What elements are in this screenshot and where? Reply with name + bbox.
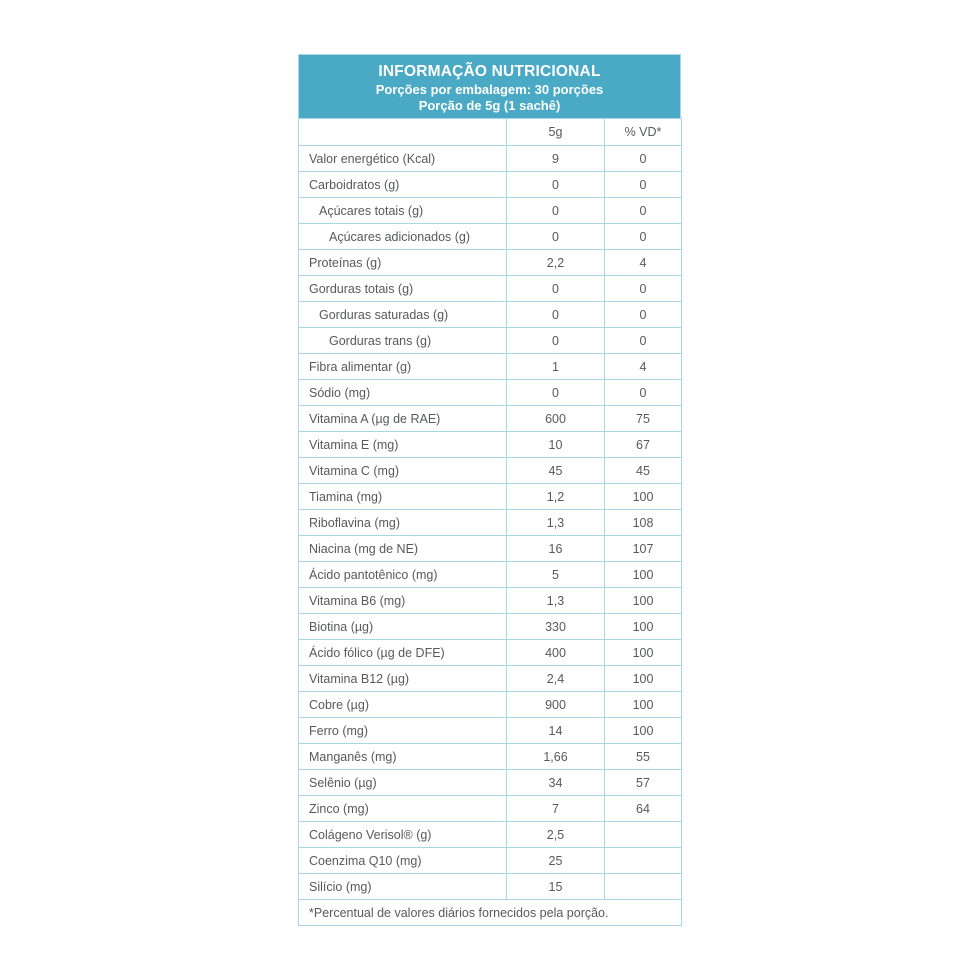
table-row	[299, 874, 682, 900]
dv-value: 4	[605, 250, 682, 276]
table-row	[299, 796, 682, 822]
amount-value: 10	[507, 432, 605, 458]
column-header-nutrient	[299, 119, 507, 146]
dv-value: 64	[605, 796, 682, 822]
dv-value: 100	[605, 666, 682, 692]
table-header	[298, 54, 681, 118]
nutrient-label: Tiamina (mg)	[299, 484, 507, 510]
table-row	[299, 250, 682, 276]
table-row	[299, 744, 682, 770]
dv-value: 100	[605, 640, 682, 666]
nutrient-label: Colágeno Verisol® (g)	[299, 822, 507, 848]
dv-value: 0	[605, 224, 682, 250]
amount-value: 0	[507, 198, 605, 224]
nutrient-label: Biotina (µg)	[299, 614, 507, 640]
dv-value: 100	[605, 484, 682, 510]
amount-value: 15	[507, 874, 605, 900]
nutrient-label: Niacina (mg de NE)	[299, 536, 507, 562]
dv-value: 100	[605, 588, 682, 614]
dv-value	[605, 848, 682, 874]
nutrient-label: Gorduras saturadas (g)	[299, 302, 507, 328]
nutrition-table	[298, 54, 681, 926]
nutrient-rows	[299, 146, 682, 900]
table-row	[299, 848, 682, 874]
table-row	[299, 380, 682, 406]
nutrient-label: Vitamina B12 (µg)	[299, 666, 507, 692]
dv-value: 0	[605, 146, 682, 172]
nutrient-label: Açúcares totais (g)	[299, 198, 507, 224]
amount-value: 0	[507, 224, 605, 250]
table-row	[299, 302, 682, 328]
nutrient-label: Selênio (µg)	[299, 770, 507, 796]
nutrient-label: Riboflavina (mg)	[299, 510, 507, 536]
amount-value: 14	[507, 718, 605, 744]
nutrient-label: Silício (mg)	[299, 874, 507, 900]
table-row	[299, 406, 682, 432]
footnote-row	[299, 900, 682, 926]
dv-value	[605, 822, 682, 848]
table-row	[299, 198, 682, 224]
table-row	[299, 666, 682, 692]
table-row	[299, 562, 682, 588]
amount-value: 25	[507, 848, 605, 874]
nutrient-label: Gorduras trans (g)	[299, 328, 507, 354]
column-header-dv: % VD*	[605, 119, 682, 146]
dv-value: 0	[605, 276, 682, 302]
amount-value: 600	[507, 406, 605, 432]
nutrient-label: Zinco (mg)	[299, 796, 507, 822]
amount-value: 5	[507, 562, 605, 588]
amount-value: 900	[507, 692, 605, 718]
amount-value: 1,3	[507, 588, 605, 614]
nutrient-label: Ácido fólico (µg de DFE)	[299, 640, 507, 666]
amount-value: 400	[507, 640, 605, 666]
nutrient-label: Vitamina C (mg)	[299, 458, 507, 484]
dv-value: 0	[605, 198, 682, 224]
table-row	[299, 692, 682, 718]
dv-value: 0	[605, 328, 682, 354]
table-row	[299, 718, 682, 744]
table-row	[299, 588, 682, 614]
amount-value: 2,2	[507, 250, 605, 276]
dv-value: 100	[605, 718, 682, 744]
dv-value: 0	[605, 302, 682, 328]
amount-value: 16	[507, 536, 605, 562]
table-row	[299, 822, 682, 848]
dv-value: 107	[605, 536, 682, 562]
nutrient-label: Manganês (mg)	[299, 744, 507, 770]
nutrient-label: Sódio (mg)	[299, 380, 507, 406]
nutrient-label: Vitamina B6 (mg)	[299, 588, 507, 614]
table-row	[299, 510, 682, 536]
dv-value: 0	[605, 172, 682, 198]
nutrient-label: Vitamina E (mg)	[299, 432, 507, 458]
nutrient-label: Carboidratos (g)	[299, 172, 507, 198]
amount-value: 330	[507, 614, 605, 640]
nutrient-label: Ferro (mg)	[299, 718, 507, 744]
amount-value: 0	[507, 172, 605, 198]
amount-value: 1,3	[507, 510, 605, 536]
amount-value: 1	[507, 354, 605, 380]
table-row	[299, 458, 682, 484]
amount-value: 0	[507, 302, 605, 328]
nutrient-label: Ácido pantotênico (mg)	[299, 562, 507, 588]
dv-value: 100	[605, 692, 682, 718]
servings-per-package: Porções por embalagem: 30 porções	[375, 81, 604, 97]
dv-value: 4	[605, 354, 682, 380]
nutrient-label: Proteínas (g)	[299, 250, 507, 276]
nutrient-label: Coenzima Q10 (mg)	[299, 848, 507, 874]
table-row	[299, 432, 682, 458]
column-header-row	[299, 119, 682, 146]
dv-value: 100	[605, 614, 682, 640]
nutrition-grid	[298, 118, 682, 926]
dv-value: 100	[605, 562, 682, 588]
dv-value: 67	[605, 432, 682, 458]
nutrient-label: Açúcares adicionados (g)	[299, 224, 507, 250]
table-row	[299, 328, 682, 354]
footnote: *Percentual de valores diários fornecidos pela porção.	[299, 900, 682, 926]
dv-value: 0	[605, 380, 682, 406]
amount-value: 34	[507, 770, 605, 796]
table-title: INFORMAÇÃO NUTRICIONAL	[378, 62, 601, 80]
dv-value: 55	[605, 744, 682, 770]
table-row	[299, 354, 682, 380]
dv-value: 57	[605, 770, 682, 796]
table-row	[299, 536, 682, 562]
nutrient-label: Gorduras totais (g)	[299, 276, 507, 302]
nutrient-label: Valor energético (Kcal)	[299, 146, 507, 172]
nutrient-label: Cobre (µg)	[299, 692, 507, 718]
table-row	[299, 640, 682, 666]
table-row	[299, 146, 682, 172]
amount-value: 9	[507, 146, 605, 172]
nutrient-label: Vitamina A (µg de RAE)	[299, 406, 507, 432]
amount-value: 0	[507, 276, 605, 302]
table-row	[299, 614, 682, 640]
amount-value: 1,2	[507, 484, 605, 510]
dv-value: 108	[605, 510, 682, 536]
amount-value: 45	[507, 458, 605, 484]
dv-value	[605, 874, 682, 900]
amount-value: 2,5	[507, 822, 605, 848]
column-header-amount: 5g	[507, 119, 605, 146]
table-row	[299, 276, 682, 302]
serving-size: Porção de 5g (1 sachê)	[418, 97, 561, 113]
table-row	[299, 770, 682, 796]
amount-value: 2,4	[507, 666, 605, 692]
amount-value: 7	[507, 796, 605, 822]
dv-value: 75	[605, 406, 682, 432]
table-row	[299, 484, 682, 510]
dv-value: 45	[605, 458, 682, 484]
table-row	[299, 224, 682, 250]
amount-value: 0	[507, 380, 605, 406]
amount-value: 0	[507, 328, 605, 354]
table-row	[299, 172, 682, 198]
nutrient-label: Fibra alimentar (g)	[299, 354, 507, 380]
amount-value: 1,66	[507, 744, 605, 770]
